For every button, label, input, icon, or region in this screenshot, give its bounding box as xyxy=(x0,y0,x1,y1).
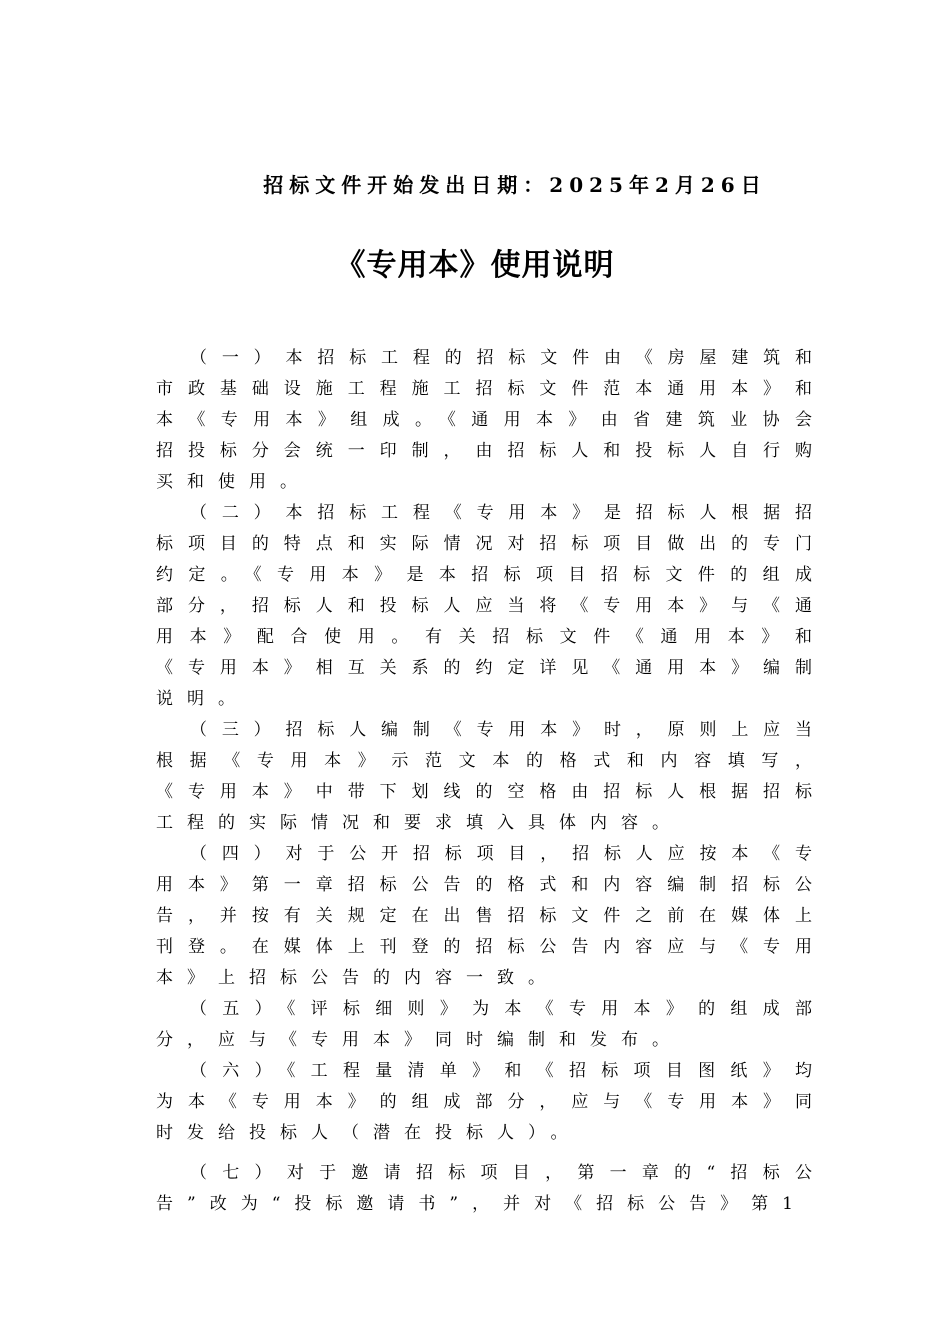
paragraph-3: （三）招标人编制《专用本》时，原则上应当根据《专用本》示范文本的格式和内容填写，《专用本》中带下划线的空格由招标人根据招标工程的实际情况和要求填入具体内容。 xyxy=(156,720,826,833)
paragraph-4: （四）对于公开招标项目，招标人应按本《专用本》第一章招标公告的格式和内容编制招标公告，并按有关规定在出售招标文件之前在媒体上刊登。在媒体上刊登的招标公告内容应与《专用本》上招标公告的内容一致。 xyxy=(156,844,826,988)
paragraph-6: （六）《工程量清单》和《招标项目图纸》均为本《专用本》的组成部分，应与《专用本》同时发给投标人（潜在投标人）。 xyxy=(156,1061,826,1143)
paragraph-7: （七）对于邀请招标项目，第一章的“招标公告”改为“投标邀请书”，并对《招标公告》第1 xyxy=(156,1163,826,1214)
paragraph-2: （二）本招标工程《专用本》是招标人根据招标项目的特点和实际情况对招标项目做出的专门约定。《专用本》是本招标项目招标文件的组成部分，招标人和投标人应当将《专用本》与《通用本》配合使用。有关招标文件《通用本》和《专用本》相互关系的约定详见《通用本》编制说明。 xyxy=(156,503,826,709)
paragraph-1: （一）本招标工程的招标文件由《房屋建筑和市政基础设施工程施工招标文件范本通用本》和本《专用本》组成。《通用本》由省建筑业协会招投标分会统一印制，由招标人和投标人自行购买和使用。 xyxy=(156,348,826,492)
paragraph-5: （五）《评标细则》为本《专用本》的组成部分，应与《专用本》同时编制和发布。 xyxy=(156,999,826,1050)
body-text xyxy=(156,343,826,1220)
page-title: 《专用本》使用说明 xyxy=(335,248,615,283)
issue-date: 招标文件开始发出日期：2025年2月26日 xyxy=(263,173,767,197)
